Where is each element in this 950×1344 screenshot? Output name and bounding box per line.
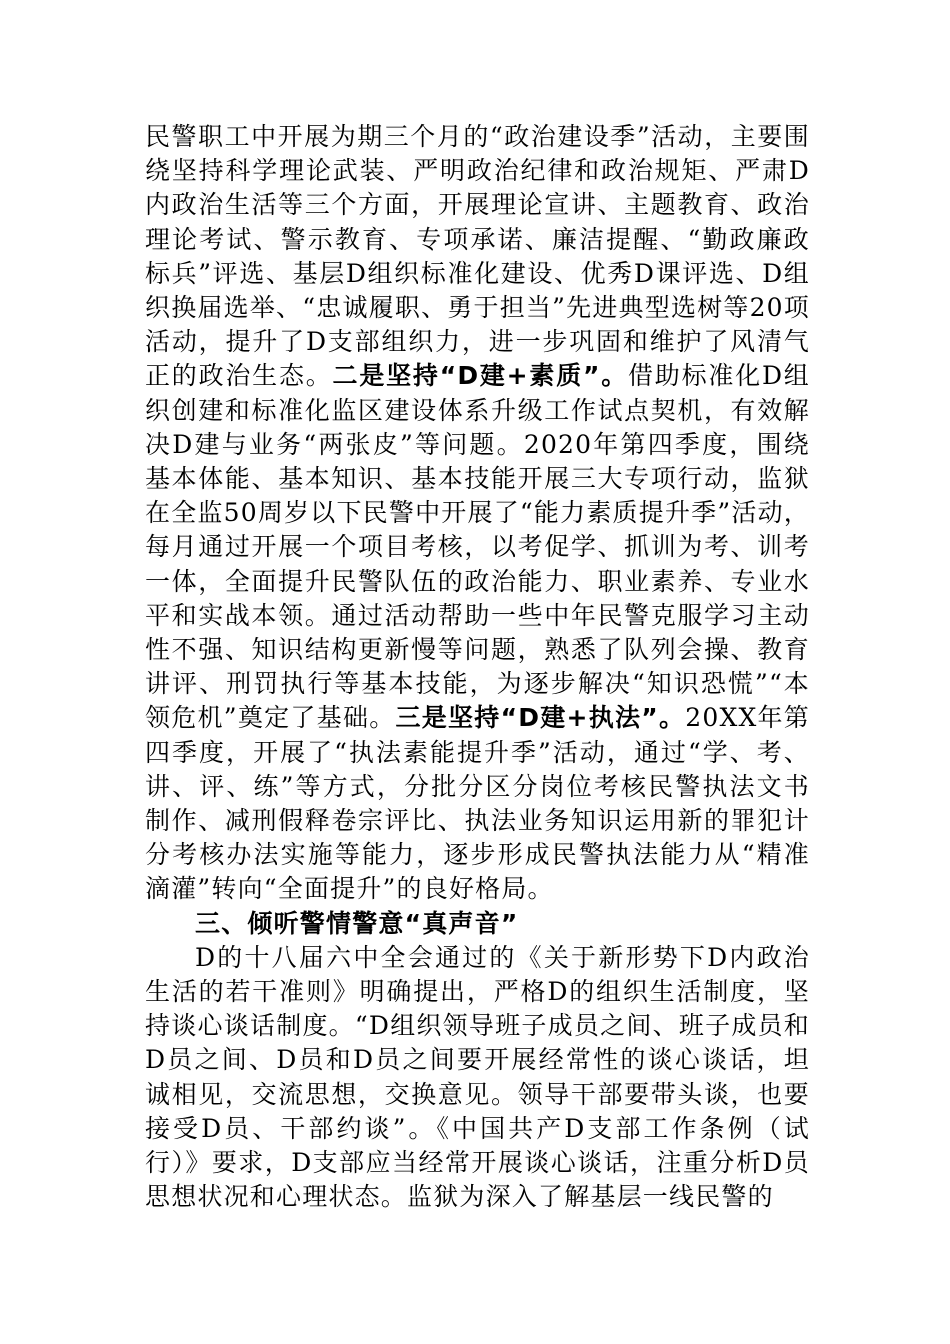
paragraph-text: 民警职工中开展为期三个月的“政治建设季”活动，主要围绕坚持科学理论武装、严明政治纪律和政治规矩、严肃D内政治生活等三个方面，开展理论宣讲、主题教育、政治理论考试、警示教育、专项承诺、廉洁提醒、“勤政廉政标兵”评选、基层D组织标准化建设、优秀D课评选、D组织换届选举、“忠诚履职、勇于担当”先进典型选树等20项活动，提升了D支部组织力，进一步巩固和维护了风清气正的政治生态。 — [145, 122, 810, 391]
paragraph-text: 20XX年第四季度，开展了“执法素能提升季”活动，通过“学、考、讲、评、练”等方式，分批分区分岗位考核民警执法文书制作、减刑假释卷宗评比、执法业务知识运用新的罪犯计分考核办法实施等能力，逐步形成民警执法能力从“精准滴灌”转向“全面提升”的良好格局。 — [145, 703, 810, 904]
bold-subheading-law-enforcement: 三是坚持“D建+执法”。 — [395, 703, 686, 733]
paragraph-text: 借助标准化D组织创建和标准化监区建设体系升级工作试点契机，有效解决D建与业务“两张皮”等问题。2020年第四季度，围绕基本体能、基本知识、基本技能开展三大专项行动，监狱在全监50周岁以下民警中开展了“能力素质提升季”活动，每月通过开展一个项目考核，以考促学、抓训为考、训考一体，全面提升民警队伍的政治能力、职业素养、专业水平和实战本领。通过活动帮助一些中年民警克服学习主动性不强、知识结构更新慢等问题，熟悉了队列会操、教育讲评、刑罚执行等基本技能，为逐步解决“知识恐慌”“本领危机”奠定了基础。 — [145, 361, 811, 733]
document-body — [145, 120, 810, 1215]
paragraph-talk-system: D的十八届六中全会通过的《关于新形势下D内政治生活的若干准则》明确提出，严格D的组织生活制度，坚持谈心谈话制度。“D组织领导班子成员之间、班子成员和D员之间、D员和D员之间要开展经常性的谈心谈话，坦诚相见，交流思想，交换意见。领导干部要带头谈，也要接受D员、干部约谈”。《中国共产D支部工作条例（试行）》要求，D支部应当经常开展谈心谈话，注重分析D员思想状况和心理状态。监狱为深入了解基层一线民警的 — [145, 942, 810, 1212]
bold-subheading-quality: 二是坚持“D建+素质”。 — [332, 361, 629, 391]
paragraph-political-construction — [145, 120, 810, 907]
section-heading: 三、倾听警情警意“真声音” — [195, 908, 519, 938]
